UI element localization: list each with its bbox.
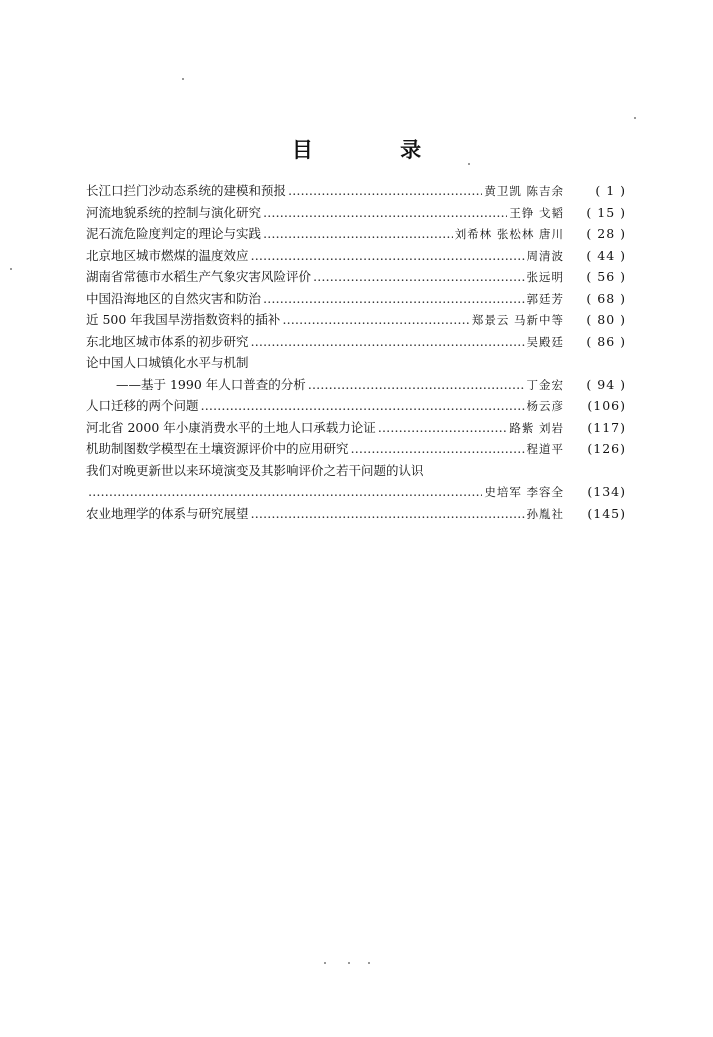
dot-leader <box>251 245 525 267</box>
toc-entry <box>86 245 626 267</box>
toc-entry-author: 郭廷芳 <box>526 291 564 306</box>
toc-entry-page: (106) <box>587 398 626 413</box>
dot-leader <box>378 417 508 439</box>
dot-leader <box>88 481 482 503</box>
toc-entry-title: 河北省 2000 年小康消费水平的土地人口承载力论证 <box>86 419 376 435</box>
toc-entry-title: 长江口拦门沙动态系统的建模和预报 <box>86 183 287 198</box>
toc-entry-page: ( 28 ) <box>586 226 626 241</box>
dot-leader <box>308 374 525 396</box>
toc-entry-page: ( 86 ) <box>586 333 626 349</box>
toc-entry-page: (134) <box>587 484 626 499</box>
toc-entry-title: ——基于 1990 年人口普查的分析 <box>116 376 306 392</box>
toc-entry <box>86 395 626 417</box>
toc-entry <box>86 266 626 288</box>
toc-entry-author: 丁金宏 <box>526 377 564 392</box>
dot-leader <box>263 223 453 245</box>
toc-entry-title: 农业地理学的体系与研究展望 <box>86 505 249 521</box>
toc-entry-title: 泥石流危险度判定的理论与实践 <box>86 226 262 241</box>
dot-leader <box>263 288 524 310</box>
dot-leader <box>251 331 525 353</box>
dot-leader <box>351 438 525 460</box>
toc-entry-title: 机助制图数学模型在土壤资源评价中的应用研究 <box>86 441 349 456</box>
scan-speck <box>10 268 12 270</box>
dot-leader <box>282 309 470 331</box>
toc-entry <box>86 481 626 503</box>
dot-leader <box>251 503 525 525</box>
toc-entry-title: 北京地区城市燃煤的温度效应 <box>86 247 249 263</box>
toc-entry <box>86 223 626 245</box>
table-of-contents <box>86 180 626 524</box>
toc-entry-author: 黄卫凯 陈吉余 <box>484 184 564 198</box>
toc-entry-author: 周清波 <box>526 248 564 263</box>
toc-entry-page: (126) <box>587 441 626 456</box>
toc-entry-title: 论中国人口城镇化水平与机制 <box>86 355 249 370</box>
toc-entry-author: 刘希林 张松林 唐川 <box>454 227 564 241</box>
toc-entry-page: ( 15 ) <box>586 204 626 220</box>
toc-entry-title: 近 500 年我国旱涝指数资料的插补 <box>86 312 281 327</box>
toc-entry-author: 张远明 <box>526 270 564 284</box>
toc-entry-page: ( 94 ) <box>586 376 626 392</box>
toc-entry <box>86 331 626 353</box>
dot-leader <box>263 202 507 224</box>
dot-leader <box>313 266 524 288</box>
toc-entry <box>86 503 626 525</box>
toc-entry-title: 东北地区城市体系的初步研究 <box>86 333 249 349</box>
toc-entry-author: 郑景云 马新中等 <box>471 313 564 327</box>
toc-entry-title: 我们对晚更新世以来环境演变及其影响评价之若干问题的认识 <box>86 462 424 478</box>
toc-entry-page: (117) <box>587 419 626 435</box>
scan-speck <box>182 78 184 80</box>
toc-entry <box>86 374 626 396</box>
toc-entry <box>86 202 626 224</box>
toc-entry-author: 程道平 <box>526 442 564 456</box>
toc-entry-title: 河流地貌系统的控制与演化研究 <box>86 204 262 220</box>
toc-entry-page: ( 68 ) <box>586 290 626 306</box>
toc-entry-title: 人口迁移的两个问题 <box>86 398 199 413</box>
toc-entry-author: 王铮 戈韬 <box>509 205 564 220</box>
page-title: 目 录 <box>291 138 462 162</box>
toc-entry-title: 湖南省常德市水稻生产气象灾害风险评价 <box>86 269 312 284</box>
dot-leader <box>201 395 525 417</box>
toc-entry <box>86 309 626 331</box>
toc-entry-page: ( 44 ) <box>586 247 626 263</box>
toc-entry-author: 路紫 刘岩 <box>509 420 564 435</box>
toc-entry <box>86 180 626 202</box>
scan-speck <box>468 163 470 165</box>
scan-speck <box>324 962 326 964</box>
scan-speck <box>634 117 636 119</box>
toc-entry-page: ( 80 ) <box>586 312 626 327</box>
toc-entry-page: ( 56 ) <box>586 269 626 284</box>
toc-entry <box>86 352 626 374</box>
toc-entry <box>86 460 626 482</box>
toc-entry-author: 孙胤社 <box>526 506 564 521</box>
toc-entry <box>86 438 626 460</box>
toc-entry-page: ( 1 ) <box>595 183 626 198</box>
toc-entry-author: 杨云彦 <box>526 399 564 413</box>
scan-speck <box>348 962 350 964</box>
toc-entry <box>86 288 626 310</box>
dot-leader <box>288 180 482 202</box>
toc-entry-author: 吴殿廷 <box>526 334 564 349</box>
toc-entry-page: (145) <box>587 505 626 521</box>
scan-speck <box>368 962 370 964</box>
toc-entry-title: 中国沿海地区的自然灾害和防治 <box>86 290 262 306</box>
toc-entry-author: 史培军 李容全 <box>484 485 564 499</box>
toc-entry <box>86 417 626 439</box>
